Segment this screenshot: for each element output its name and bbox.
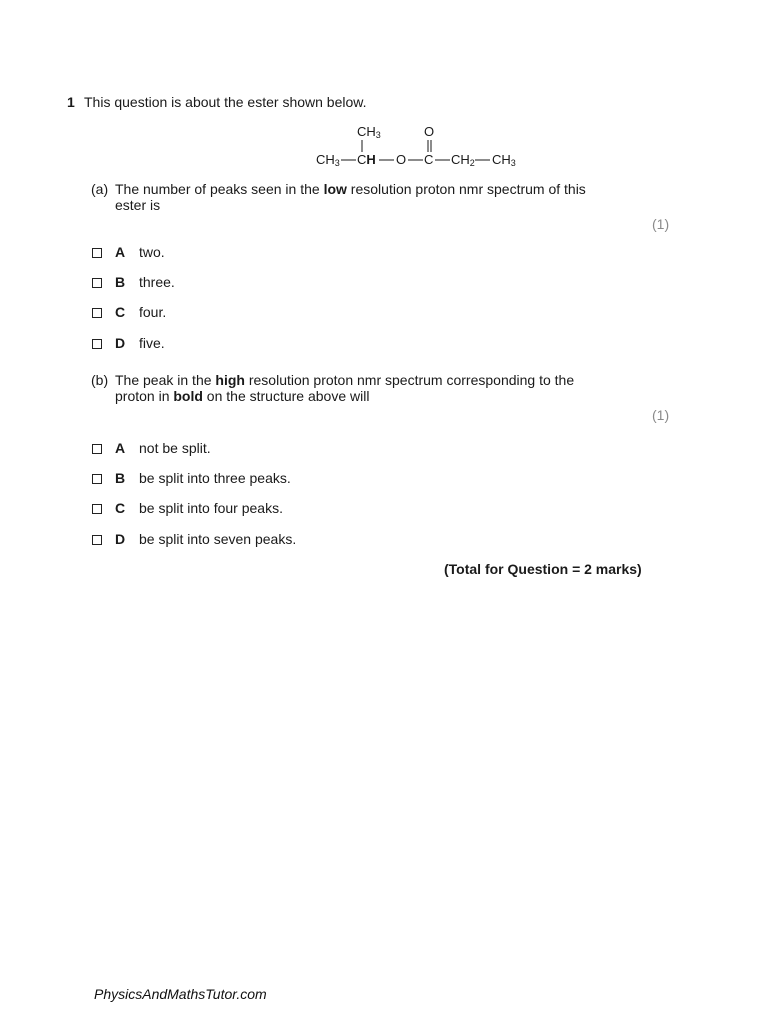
part-a-question: The number of peaks seen in the low resolution proton nmr spectrum of this ester is [115, 181, 586, 213]
part-a-label: (a) [91, 181, 109, 197]
part-a-option-c-letter: C [115, 304, 126, 320]
structure-bold-h: H [366, 152, 376, 167]
ester-structure [316, 124, 526, 172]
structure-top-ch3: $CH_3$ [357, 124, 381, 140]
part-a-marks: (1) [652, 216, 670, 232]
structure-center-ch: CH [357, 152, 376, 167]
footer-site-name: PhysicsAndMathsTutor.com [94, 986, 267, 1002]
part-b-option-b-letter: B [115, 470, 126, 486]
part-a-option-c-text: four. [139, 304, 167, 320]
part-a-option-b-text: three. [139, 274, 175, 290]
part-a-checkbox-c[interactable] [92, 308, 102, 318]
question-intro: This question is about the ester shown below. [84, 94, 367, 110]
part-b-checkbox-a[interactable] [92, 444, 102, 454]
structure-carbonyl-o: O [424, 124, 435, 139]
part-b-question: The peak in the high resolution proton nmr spectrum corresponding to the proton in bold on the structure above will [115, 372, 575, 404]
part-a-checkbox-a[interactable] [92, 248, 102, 258]
part-b-marks: (1) [652, 407, 670, 423]
part-a-option-d-text: five. [139, 335, 165, 351]
question-number: 1 [67, 94, 75, 110]
part-a-option-b-letter: B [115, 274, 126, 290]
part-b-option-c-text: be split into four peaks. [139, 500, 283, 516]
structure-carbonyl-c: C [424, 152, 434, 167]
total-marks: (Total for Question = 2 marks) [444, 561, 642, 577]
structure-right-ch3: $CH_3$ [492, 152, 516, 168]
part-a-option-d-letter: D [115, 335, 126, 351]
part-b-option-b-text: be split into three peaks. [139, 470, 291, 486]
part-b-checkbox-d[interactable] [92, 535, 102, 545]
part-a-option-a-letter: A [115, 244, 126, 260]
part-b-option-c-letter: C [115, 500, 126, 516]
part-b-bold-word: high [215, 372, 245, 388]
part-a-bold-word: low [323, 181, 347, 197]
structure-ester-o: O [396, 152, 407, 167]
part-a-checkbox-d[interactable] [92, 339, 102, 349]
part-b-option-d-letter: D [115, 531, 126, 547]
part-b-option-a-text: not be split. [139, 440, 211, 456]
structure-left-ch3: $CH_3$ [316, 152, 340, 168]
part-b-label: (b) [91, 372, 109, 388]
part-b-option-d-text: be split into seven peaks. [139, 531, 297, 547]
part-a-option-a-text: two. [139, 244, 165, 260]
part-b-option-a-letter: A [115, 440, 126, 456]
part-b-bold-word-2: bold [173, 388, 203, 404]
structure-ch2: $CH_2$ [451, 152, 475, 168]
part-a-checkbox-b[interactable] [92, 278, 102, 288]
part-b-checkbox-b[interactable] [92, 474, 102, 484]
part-b-checkbox-c[interactable] [92, 504, 102, 514]
